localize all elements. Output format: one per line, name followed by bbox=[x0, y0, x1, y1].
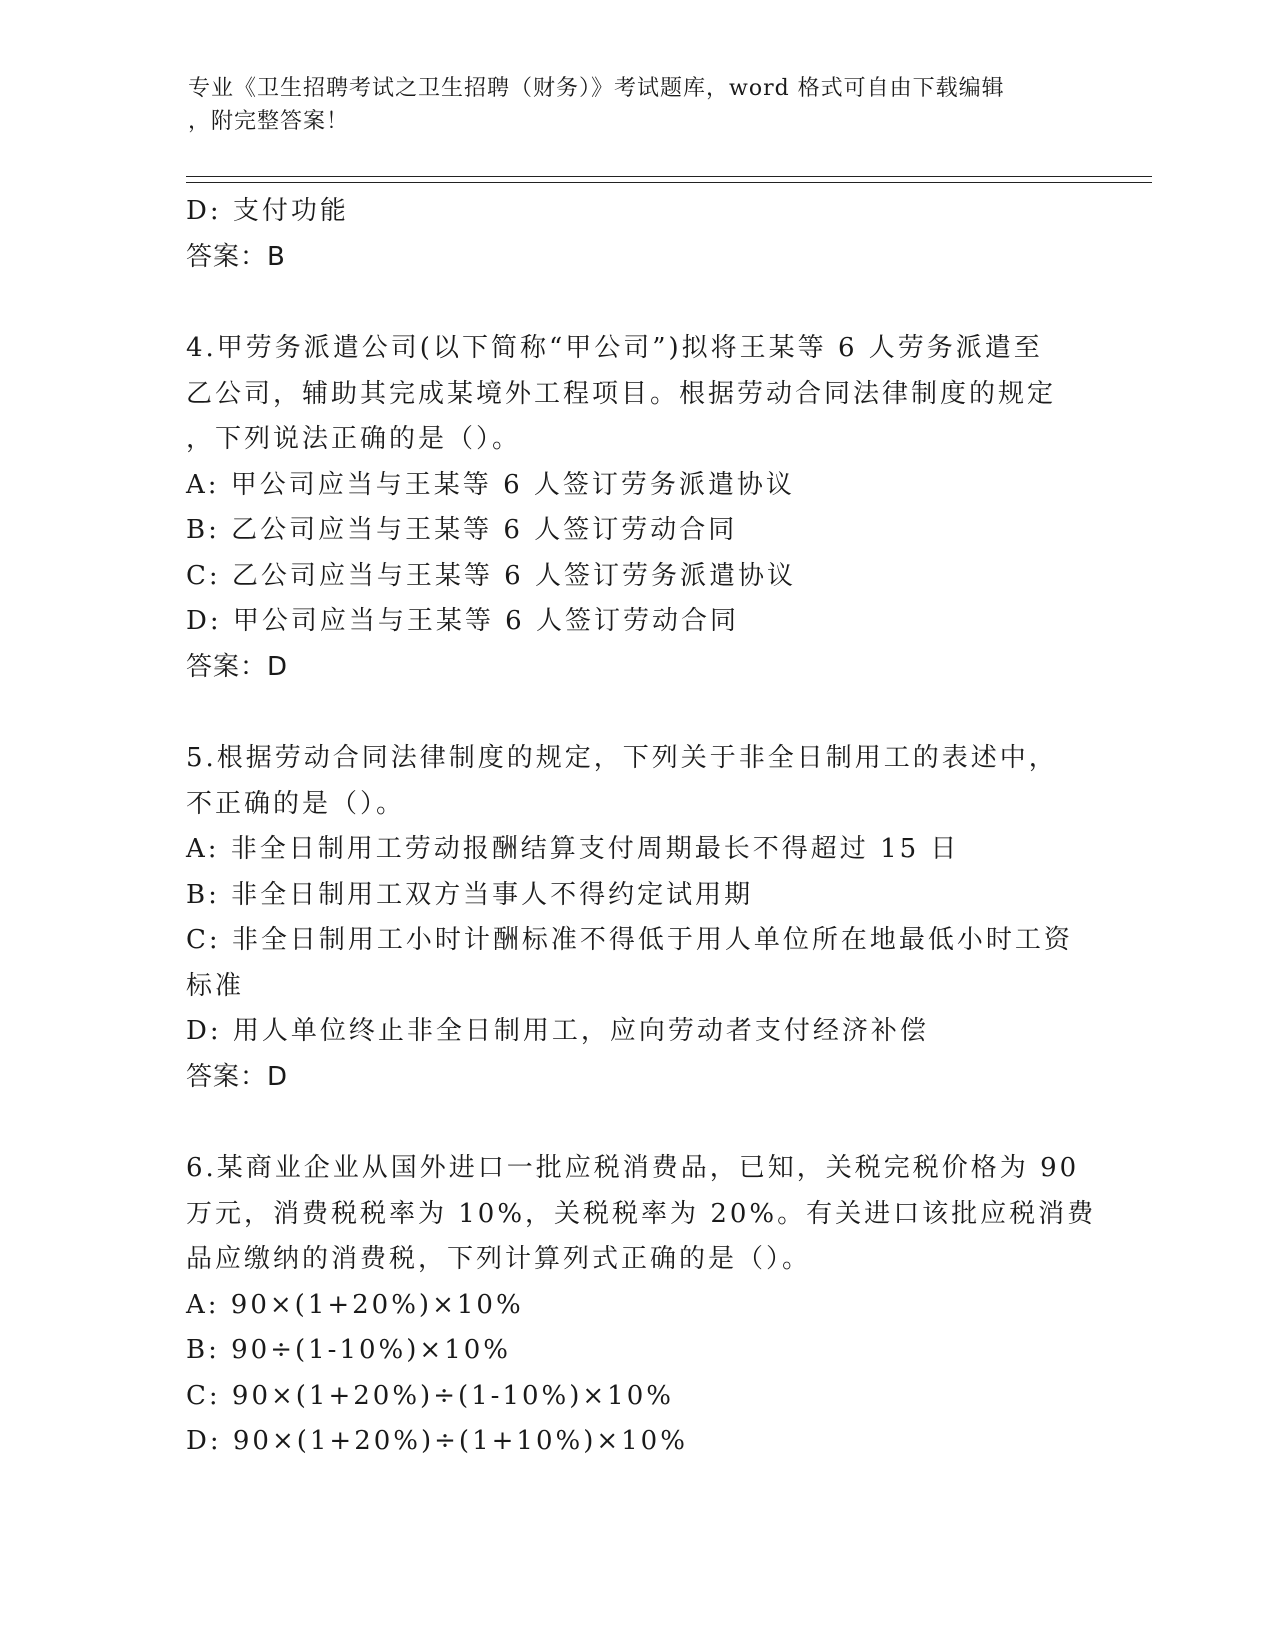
q6-option-a: A: 90×(1+20%)×10% bbox=[186, 1289, 524, 1320]
q5-stem-line-1: 5.根据劳动合同法律制度的规定，下列关于非全日制用工的表述中， bbox=[186, 743, 1058, 773]
header-divider-bottom bbox=[186, 182, 1152, 183]
q3-answer: 答案：B bbox=[186, 241, 286, 272]
q5-option-c-line-1: C: 非全日制用工小时计酬标准不得低于用人单位所在地最低小时工资 bbox=[186, 925, 1073, 955]
q4-option-b: B: 乙公司应当与王某等 6 人签订劳动合同 bbox=[186, 515, 738, 545]
q6-option-b: B: 90÷(1-10%)×10% bbox=[186, 1335, 511, 1365]
question-spacer bbox=[186, 690, 1086, 736]
header-line-2: ，附完整答案！ bbox=[188, 109, 350, 134]
q5-option-a: A: 非全日制用工劳动报酬结算支付周期最长不得超过 15 日 bbox=[186, 834, 960, 864]
question-3 bbox=[186, 189, 1086, 280]
q4-option-c: C: 乙公司应当与王某等 6 人签订劳务派遣协议 bbox=[186, 560, 796, 591]
q5-option-c-line-2: 标准 bbox=[186, 970, 245, 1001]
header-line-1: 专业《卫生招聘考试之卫生招聘（财务）》考试题库，word 格式可自由下载编辑 bbox=[188, 76, 1005, 101]
q4-stem-line-2: 乙公司，辅助其完成某境外工程项目。根据劳动合同法律制度的规定 bbox=[186, 378, 1057, 409]
q6-option-d: D: 90×(1+20%)÷(1+10%)×10% bbox=[186, 1426, 688, 1456]
question-spacer bbox=[186, 280, 1086, 326]
q5-stem-line-2: 不正确的是（）。 bbox=[186, 788, 406, 819]
q6-stem-line-2: 万元，消费税税率为 10%，关税税率为 20%。有关进口该批应税消费 bbox=[186, 1198, 1097, 1229]
question-5 bbox=[186, 736, 1086, 1100]
q5-answer: 答案：D bbox=[186, 1061, 289, 1092]
q4-option-d: D: 甲公司应当与王某等 6 人签订劳动合同 bbox=[186, 606, 739, 636]
question-4 bbox=[186, 326, 1086, 690]
q5-option-b: B: 非全日制用工双方当事人不得约定试用期 bbox=[186, 879, 754, 910]
question-content bbox=[186, 189, 1097, 1465]
question-spacer bbox=[186, 1100, 1086, 1146]
question-6 bbox=[186, 1146, 1097, 1465]
page-header bbox=[188, 72, 1088, 138]
q6-stem-line-3: 品应缴纳的消费税，下列计算列式正确的是（）。 bbox=[186, 1244, 812, 1274]
q4-option-a: A: 甲公司应当与王某等 6 人签订劳务派遣协议 bbox=[186, 469, 795, 500]
q4-answer: 答案：D bbox=[186, 651, 289, 682]
q6-option-c: C: 90×(1+20%)÷(1-10%)×10% bbox=[186, 1380, 674, 1411]
q3-option-d: D: 支付功能 bbox=[186, 196, 349, 226]
header-divider-top bbox=[186, 176, 1152, 177]
q4-stem-line-1: 4.甲劳务派遣公司(以下简称“甲公司”)拟将王某等 6 人劳务派遣至 bbox=[186, 333, 1043, 363]
q6-stem-line-1: 6.某商业企业从国外进口一批应税消费品，已知，关税完税价格为 90 bbox=[186, 1153, 1080, 1183]
q4-stem-line-3: ，下列说法正确的是（）。 bbox=[186, 424, 522, 454]
q5-option-d: D: 用人单位终止非全日制用工，应向劳动者支付经济补偿 bbox=[186, 1016, 929, 1046]
